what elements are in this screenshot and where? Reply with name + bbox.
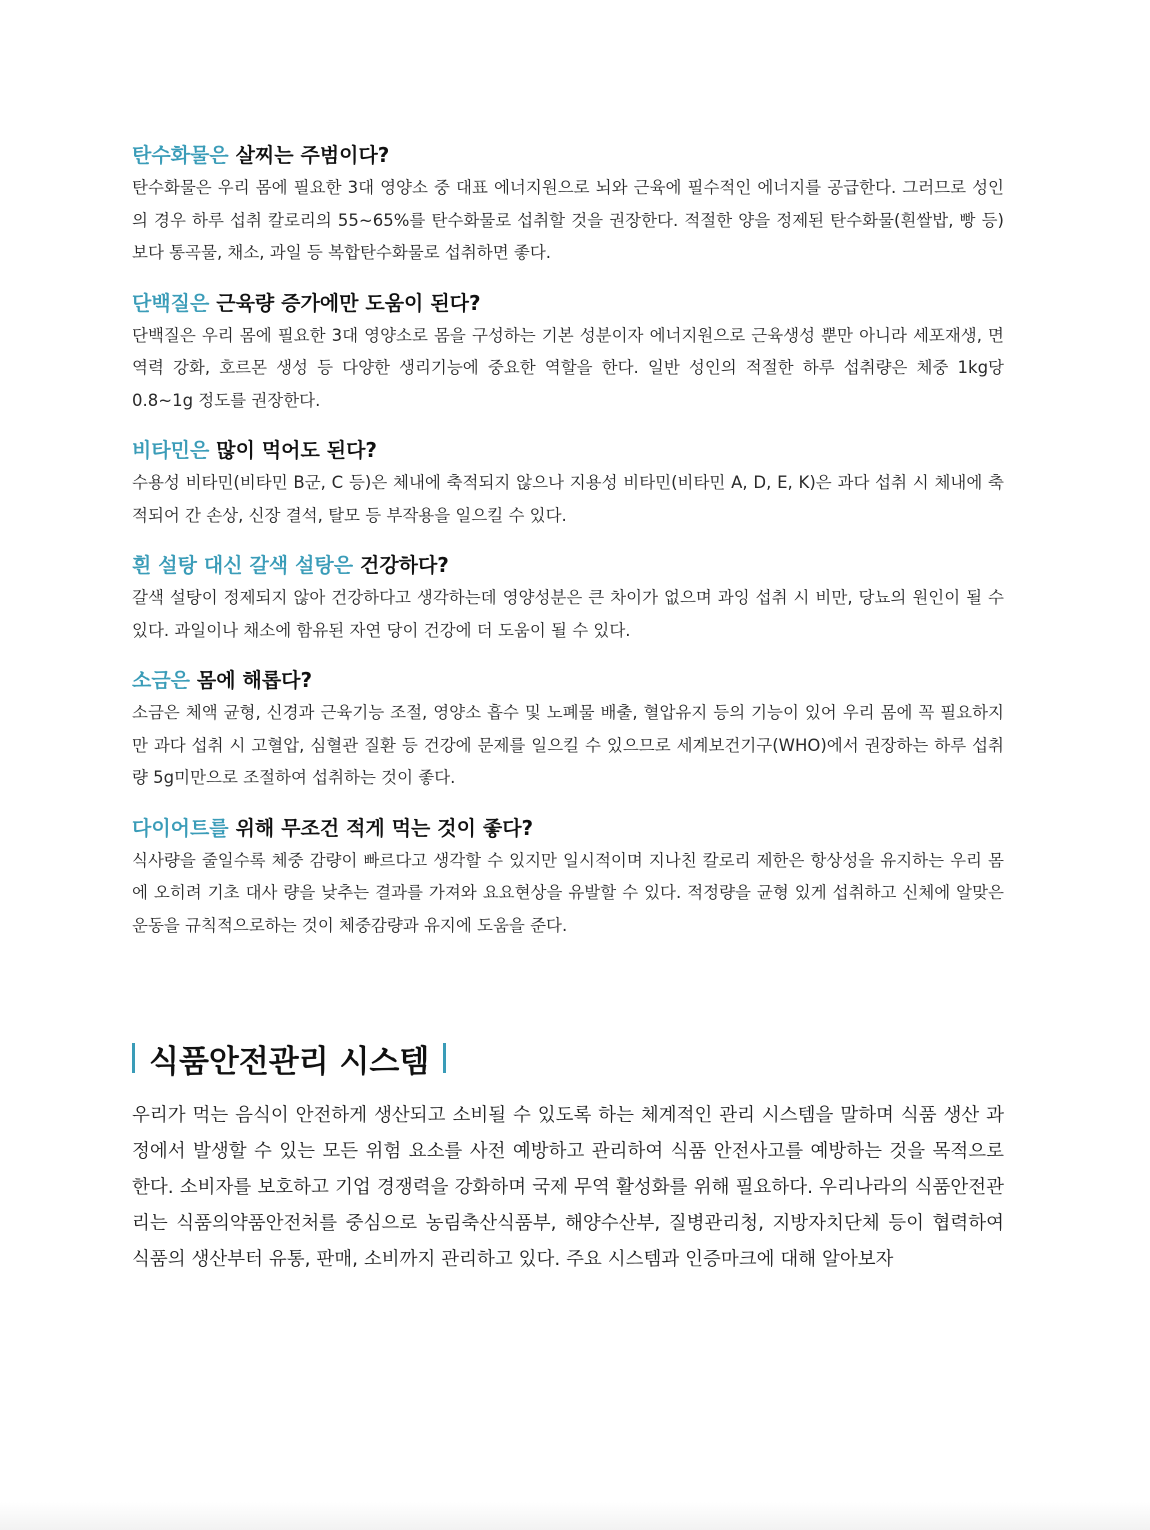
qa-item-salt — [132, 665, 1004, 795]
qa-question — [132, 665, 1004, 695]
qa-item-diet — [132, 813, 1004, 943]
qa-question-keyword: 탄수화물은 — [132, 143, 229, 167]
qa-question-text: 많이 먹어도 된다? — [209, 438, 378, 462]
qa-list — [132, 140, 1004, 960]
qa-question-text: 살찌는 주범이다? — [228, 143, 390, 167]
qa-question-text: 근육량 증가에만 도움이 된다? — [209, 290, 481, 315]
qa-question — [132, 288, 1004, 318]
qa-question — [132, 140, 1004, 170]
qa-answer: 식사량을 줄일수록 체중 감량이 빠르다고 생각할 수 있지만 일시적이며 지나친 칼로리 제한은 항상성을 유지하는 우리 몸에 오히려 기초 대사 량을 낮추는 결과를 가져와 요요현상을 유발할 수 있다. 적정량을 균형 있게 섭취하고 신체에 알맞은 운동을 규칙적으로하는 것이 체중감량과 유지에 도움을 준다. — [132, 850, 1004, 935]
qa-question-keyword: 비타민은 — [132, 438, 210, 462]
qa-item-protein — [132, 288, 1004, 418]
heading-bar-right — [443, 1043, 446, 1073]
qa-item-vitamin — [132, 435, 1004, 532]
qa-question — [132, 813, 1004, 843]
qa-answer: 수용성 비타민(비타민 B군, C 등)은 체내에 축적되지 않으나 지용성 비타민(비타민 A, D, E, K)은 과다 섭취 시 체내에 축적되어 간 손상, 신장 결석, 탈모 등 부작용을 일으킬 수 있다. — [132, 473, 1004, 525]
food-safety-section — [132, 1030, 1004, 1278]
qa-question-text: 위해 무조건 적게 먹는 것이 좋다? — [228, 815, 534, 840]
qa-question-text: 몸에 해롭다? — [189, 668, 313, 692]
qa-question-keyword: 흰 설탕 대신 갈색 설탕은 — [132, 553, 354, 577]
qa-answer: 탄수화물은 우리 몸에 필요한 3대 영양소 중 대표 에너지원으로 뇌와 근육에 필수적인 에너지를 공급한다. 그러므로 성인의 경우 하루 섭취 칼로리의 55~65%를 탄수화물로 섭취할 것을 권장한다. 적절한 양을 정제된 탄수화물(흰쌀밥, 빵 등)보다 통곡물, 채소, 과일 등 복합탄수화물로 섭취하면 좋다. — [132, 178, 1004, 262]
section-title: 식품안전관리 시스템 — [149, 1043, 430, 1080]
qa-answer: 소금은 체액 균형, 신경과 근육기능 조절, 영양소 흡수 및 노폐물 배출, 혈압유지 등의 기능이 있어 우리 몸에 꼭 필요하지만 과다 섭취 시 고혈압, 심혈관 질환 등 건강에 문제를 일으킬 수 있으므로 세계보건기구(WHO)에서 권장하는 하루 섭취량 5g미만으로 조절하여 섭취하는 것이 좋다. — [132, 703, 1004, 787]
qa-answer: 갈색 설탕이 정제되지 않아 건강하다고 생각하는데 영양성분은 큰 차이가 없으며 과잉 섭취 시 비만, 당뇨의 원인이 될 수 있다. 과일이나 채소에 함유된 자연 당이 건강에 더 도움이 될 수 있다. — [132, 588, 1004, 640]
qa-question-keyword: 다이어트를 — [132, 815, 229, 840]
qa-answer: 단백질은 우리 몸에 필요한 3대 영양소로 몸을 구성하는 기본 성분이자 에너지원으로 근육생성 뿐만 아니라 세포재생, 면역력 강화, 호르몬 생성 등 다양한 생리기능에 중요한 역할을 한다. 일반 성인의 적절한 하루 섭취량은 체중 1kg당 0.8~1g 정도를 권장한다. — [132, 325, 1004, 410]
qa-question-keyword: 소금은 — [132, 668, 190, 692]
qa-question-keyword: 단백질은 — [132, 290, 210, 315]
qa-question-text: 건강하다? — [353, 553, 449, 577]
qa-question — [132, 435, 1004, 465]
section-body: 우리가 먹는 음식이 안전하게 생산되고 소비될 수 있도록 하는 체계적인 관리 시스템을 말하며 식품 생산 과정에서 발생할 수 있는 모든 위험 요소를 사전 예방하고 관리하여 식품 안전사고를 예방하는 것을 목적으로 한다. 소비자를 보호하고 기업 경쟁력을 강화하며 국제 무역 활성화를 위해 필요하다. 우리나라의 식품안전관리는 식품의약품안전처를 중심으로 농림축산식품부, 해양수산부, 질병관리청, 지방자치단체 등이 협력하여 식품의 생산부터 유통, 판매, 소비까지 관리하고 있다. 주요 시스템과 인증마크에 대해 알아보자 — [132, 1105, 1004, 1270]
page-bottom-edge — [0, 1502, 1150, 1530]
qa-item-carbohydrate — [132, 140, 1004, 270]
section-heading — [132, 1030, 1004, 1086]
qa-question — [132, 550, 1004, 580]
qa-item-sugar — [132, 550, 1004, 647]
heading-bar-left — [132, 1043, 135, 1073]
